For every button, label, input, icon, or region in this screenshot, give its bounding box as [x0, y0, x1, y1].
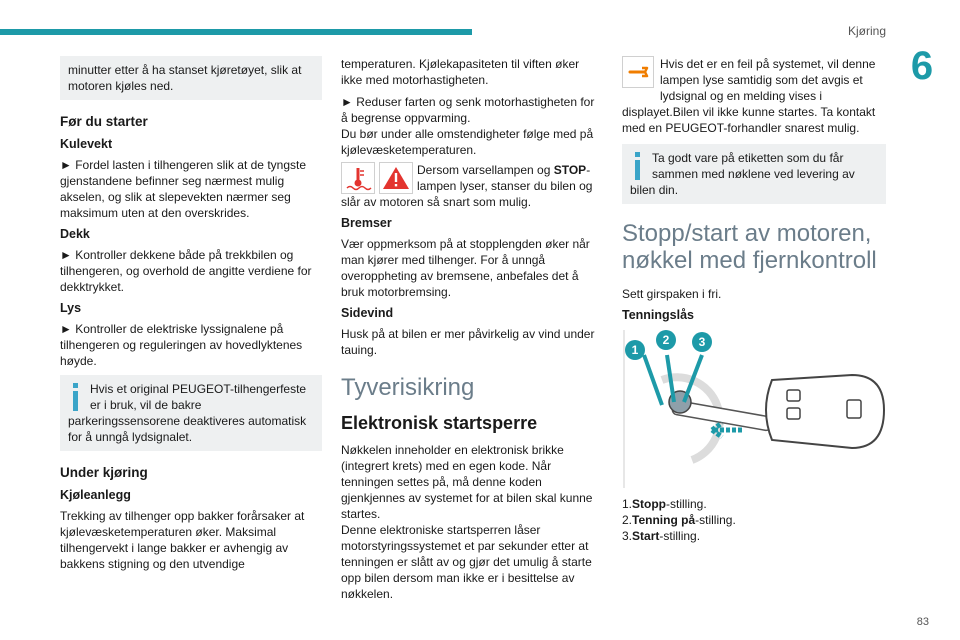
coolant-temp-warning-icon [341, 162, 375, 194]
monitor-temp-text: Du bør under alle omstendigheter følge med på kjølevæsketemperaturen. [341, 127, 594, 157]
svg-text:1: 1 [631, 343, 639, 357]
fault-text: Hvis det er en feil på systemet, vil denne lampen lyse samtidig som det avgis et lydsignal og en melding vises i displayet.Bilen vil ikke kunne startes. Ta kontakt med en PEUGEOT-forhandler snarest mulig. [622, 57, 876, 135]
theft-protection-title: Tyverisikring [341, 374, 475, 401]
column-1 [60, 56, 322, 578]
info-box-parking [60, 375, 322, 451]
ignition-key-diagram [622, 330, 886, 488]
kulevekt-text: ► Fordel lasten i tilhengeren slik at de tyngste gjenstandene befinner seg nærmest mulig akselen, og slik at slepevekten nærmer seg maksimum uten at den overskrides. [60, 158, 307, 220]
dekk-text: ► Kontroller dekkene både på trekkbilen og tilhengeren, og overhold de angitte verdiene for dekktrykket. [60, 248, 312, 294]
lys-text: ► Kontroller de elektriske lyssignalene på tilhengeren og reguleringen av hovedlyktenes høyde. [60, 322, 303, 368]
header-accent-bar [0, 29, 472, 35]
info-text: Hvis et original PEUGEOT-tilhengerfeste er i bruk, vil de bakre parkeringssensorene deaktiveres automatisk for å unngå lydsignalet. [68, 382, 307, 444]
cooling-heading: Kjøleanlegg [60, 488, 131, 502]
chapter-title: Kjøring [847, 24, 886, 38]
warning-text-b: -lampen lyser, stanser du bilen og slår av motoren så snart som mulig. [341, 163, 593, 209]
immobiliser-heading: Elektronisk startsperre [341, 413, 538, 433]
column-2 [341, 56, 603, 608]
position-2: 2.Tenning på-stilling. [622, 513, 736, 527]
svg-text:3: 3 [698, 335, 706, 349]
position-3: 3.Start-stilling. [622, 529, 701, 543]
brakes-heading: Bremser [341, 216, 392, 230]
label-2 [656, 330, 676, 350]
ignition-heading: Tenningslås [622, 308, 695, 322]
reduce-speed-text: ► Reduser farten og senk motorhastigheten for å begrense oppvarming. [341, 95, 595, 125]
column-3 [622, 56, 886, 544]
side-wind-heading: Sidevind [341, 306, 394, 320]
info-label-text: Ta godt vare på etiketten som du får sammen med nøklene ved levering av bilen din. [630, 151, 855, 197]
intro-box: minutter etter å ha stanset kjøretøyet, slik at motoren kjøles ned. [60, 56, 322, 100]
chapter-number: 6 [910, 44, 934, 88]
stop-label: STOP [553, 163, 587, 177]
dekk-heading: Dekk [60, 227, 90, 241]
page-number: 83 [916, 616, 929, 628]
warning-text-a: Dersom varsellampen og [417, 163, 554, 177]
lys-heading: Lys [60, 301, 82, 315]
position-1: 1.Stopp-stilling. [622, 497, 707, 511]
driving-heading: Under kjøring [60, 465, 148, 480]
cooling-text: Trekking av tilhenger opp bakker forårsaker at kjølevæsketemperaturen øker. Maksimal tilhengervekt i lange bakker er avhengig av bakkens stigning og den utvendige [60, 509, 305, 571]
wrench-icon [622, 56, 654, 88]
brakes-text: Vær oppmerksom på at stopplengden øker når man kjører med tilhenger. For å unngå overoppheting av bremsene, anbefales det å bruk motorbremsing. [341, 237, 590, 299]
cooling-continued: temperaturen. Kjølekapasiteten til viften øker ikke med motorhastigheten. [341, 57, 580, 87]
side-wind-text: Husk på at bilen er mer påvirkelig av vind under tauing. [341, 327, 595, 357]
stop-warning-icon [379, 162, 413, 194]
info-box-label [622, 144, 886, 204]
label-1 [625, 340, 645, 360]
svg-text:2: 2 [662, 333, 670, 347]
warning-block [341, 162, 603, 210]
gear-neutral-text: Sett girspaken i fri. [622, 287, 722, 301]
fault-block [622, 56, 886, 136]
info-icon [68, 383, 82, 413]
label-3 [692, 332, 712, 352]
immobiliser-text-2: Denne elektroniske startsperren låser motorstyringssystemet et par sekunder etter at tenningen er slått av og gjør det umulig å starte opp bilen dersom man ikke er i besittelse av nøkkelen. [341, 523, 592, 601]
immobiliser-text-1: Nøkkelen inneholder en elektronisk brikke (integrert krets) med en egen kode. Når tenningen settes på, må denne koden gjenkjennes av systemet for at bilen skal kunne startes. [341, 443, 593, 521]
before-start-heading: Før du starter [60, 114, 148, 129]
kulevekt-heading: Kulevekt [60, 137, 113, 151]
info-icon [630, 152, 644, 182]
stop-start-title: Stopp/start av motoren, nøkkel med fjernkontroll [622, 220, 877, 274]
